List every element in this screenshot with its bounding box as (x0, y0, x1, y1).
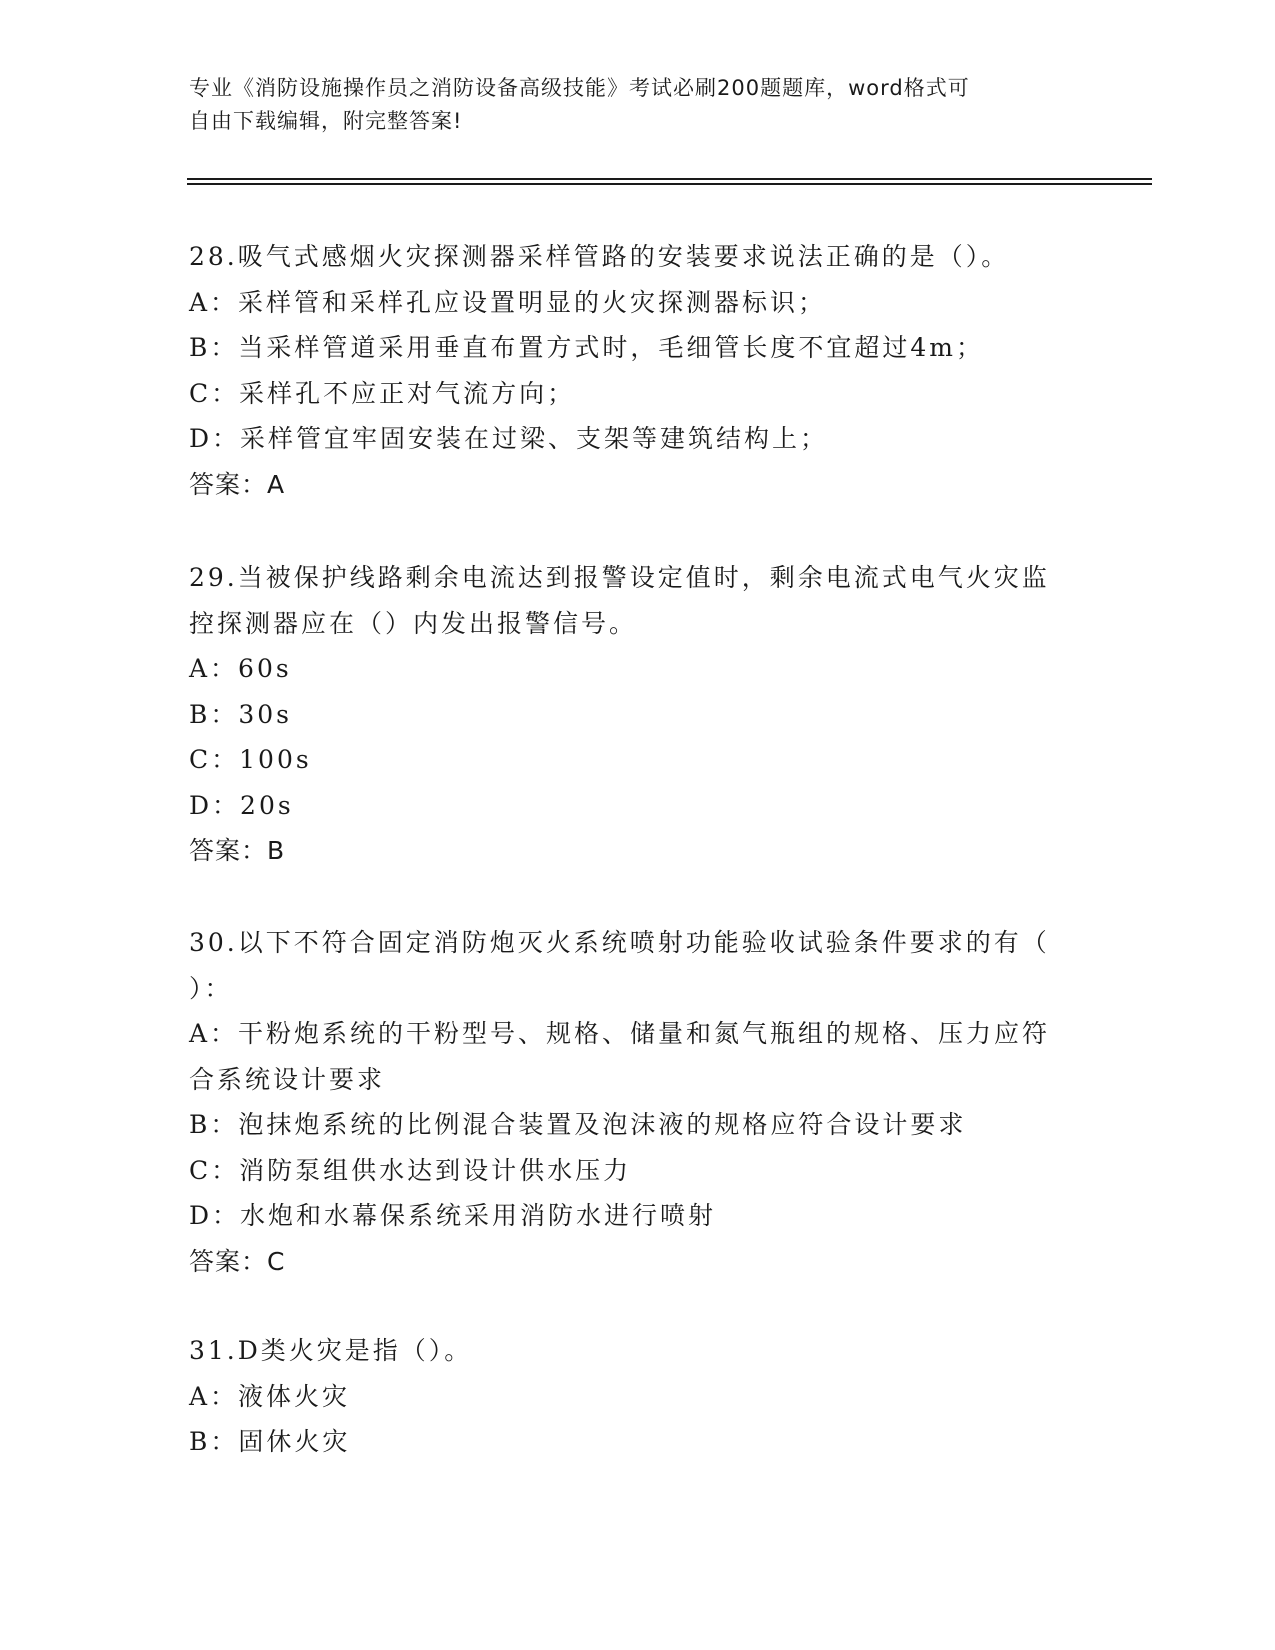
header-divider-bottom (187, 183, 1152, 185)
question-28 (189, 234, 1089, 507)
option-a: A：液体火灾 (189, 1381, 351, 1411)
header-line-2: 自由下载编辑，附完整答案! (189, 109, 463, 133)
option-c: C：消防泵组供水达到设计供水压力 (189, 1155, 632, 1185)
question-29 (189, 555, 1089, 874)
option-d: D：水炮和水幕保系统采用消防水进行喷射 (189, 1201, 717, 1230)
option-d: D：20s (189, 790, 294, 820)
option-a: A：60s (189, 654, 292, 683)
option-b: B：泡抹炮系统的比例混合装置及泡沫液的规格应符合设计要求 (189, 1110, 967, 1139)
header-divider-top (187, 178, 1152, 180)
option-a: A：干粉炮系统的干粉型号、规格、储量和氮气瓶组的规格、压力应符 (189, 1019, 1051, 1048)
document-header (189, 72, 1069, 138)
option-c: C：采样孔不应正对气流方向； (189, 378, 576, 408)
question-stem: 29.当被保护线路剩余电流达到报警设定值时，剩余电流式电气火灾监 (189, 563, 1050, 592)
question-stem-continued: ）： (189, 973, 233, 1003)
question-stem: 30.以下不符合固定消防炮灭火系统喷射功能验收试验条件要求的有（ (189, 928, 1050, 957)
option-a: A：采样管和采样孔应设置明显的火灾探测器标识； (189, 287, 827, 317)
option-b: B：30s (189, 699, 293, 729)
question-stem-continued: 控探测器应在（）内发出报警信号。 (189, 608, 638, 638)
option-d: D：采样管宜牢固安装在过梁、支架等建筑结构上； (189, 424, 829, 453)
header-line-1: 专业《消防设施操作员之消防设备高级技能》考试必刷200题题库，word格式可 (189, 76, 970, 100)
option-c: C：100s (189, 745, 312, 774)
answer: 答案：A (189, 469, 286, 499)
question-stem: 28.吸气式感烟火灾探测器采样管路的安装要求说法正确的是（）。 (189, 242, 1010, 271)
question-30 (189, 920, 1089, 1284)
answer: 答案：C (189, 1246, 286, 1276)
option-b: B：当采样管道采用垂直布置方式时，毛细管长度不宜超过4m； (189, 333, 984, 362)
answer: 答案：B (189, 836, 286, 865)
option-a-continued: 合系统设计要求 (189, 1064, 386, 1094)
option-b: B：固休火灾 (189, 1427, 351, 1456)
question-31 (189, 1328, 1089, 1465)
question-stem: 31.D类火灾是指（）。 (189, 1336, 473, 1365)
